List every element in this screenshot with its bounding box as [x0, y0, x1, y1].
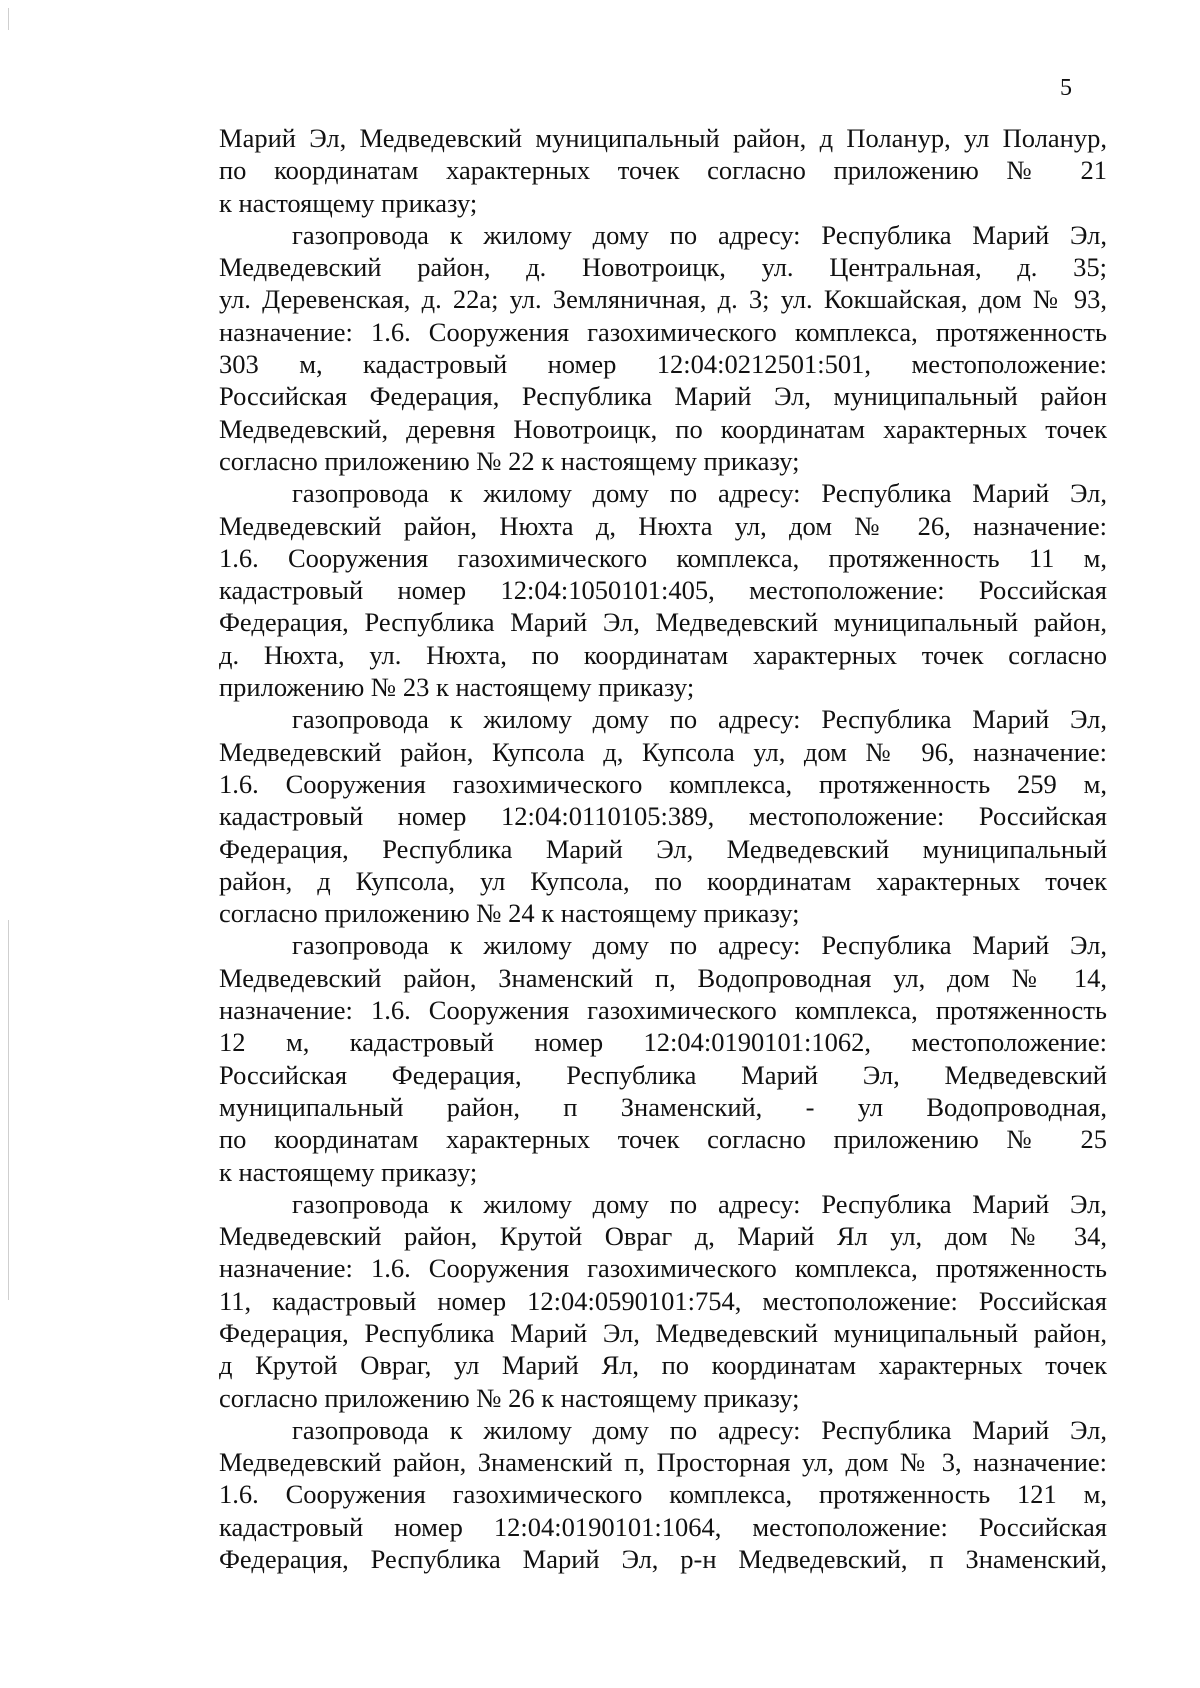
text-line: Марий Эл, Медведевский муниципальный район, д Поланур, ул Поланур, [219, 123, 1107, 153]
text-line: Российская Федерация, Республика Марий Эл, муниципальный район [219, 381, 1107, 412]
text-line: д. Нюхта, ул. Нюхта, по координатам характерных точек согласно [219, 639, 1107, 670]
text-line: район, д Купсола, ул Купсола, по координатам характерных точек [219, 865, 1107, 896]
scan-edge-mark-middle [8, 920, 9, 1300]
text-line: 1.6. Сооружения газохимического комплекса, протяженность 259 м, [219, 768, 1107, 799]
text-line: 11, кадастровый номер 12:04:0590101:754, местоположение: Российская [219, 1285, 1107, 1316]
text-line: 12 м, кадастровый номер 12:04:0190101:1062, местоположение: [219, 1027, 1107, 1058]
text-line: д Крутой Овраг, ул Марий Ял, по координатам характерных точек [219, 1350, 1107, 1381]
document-body [219, 122, 1107, 1575]
text-line: согласно приложению № 22 к настоящему приказу; [219, 445, 800, 476]
text-line: к настоящему приказу; [219, 187, 478, 218]
paragraph-first-line: газопровода к жилому дому по адресу: Республика Марий Эл, [292, 1188, 1107, 1219]
text-line: Медведевский район, Купсола д, Купсола ул, дом № 96, назначение: [219, 736, 1107, 767]
text-line: муниципальный район, п Знаменский, - ул Водопроводная, [219, 1091, 1107, 1122]
text-line: согласно приложению № 26 к настоящему приказу; [219, 1382, 800, 1413]
text-line: кадастровый номер 12:04:0190101:1064, местоположение: Российская [219, 1511, 1107, 1542]
paragraph-first-line: газопровода к жилому дому по адресу: Республика Марий Эл, [292, 1414, 1107, 1445]
text-line: Российская Федерация, Республика Марий Эл, Медведевский [219, 1059, 1107, 1090]
text-line: Медведевский район, д. Новотроицк, ул. Центральная, д. 35; [219, 252, 1107, 283]
text-line: 1.6. Сооружения газохимического комплекса, протяженность 121 м, [219, 1479, 1107, 1510]
text-line: кадастровый номер 12:04:1050101:405, местоположение: Российская [219, 575, 1107, 606]
text-line: кадастровый номер 12:04:0110105:389, местоположение: Российская [219, 801, 1107, 832]
scan-edge-mark-top [8, 8, 9, 30]
text-line: назначение: 1.6. Сооружения газохимического комплекса, протяженность [219, 995, 1107, 1026]
text-line: Федерация, Республика Марий Эл, Медведевский муниципальный район, [219, 1317, 1107, 1348]
paragraph-first-line: газопровода к жилому дому по адресу: Республика Марий Эл, [292, 704, 1107, 735]
text-line: Федерация, Республика Марий Эл, р-н Медведевский, п Знаменский, [219, 1544, 1107, 1575]
text-line: Федерация, Республика Марий Эл, Медведевский муниципальный [219, 833, 1107, 864]
text-line: 303 м, кадастровый номер 12:04:0212501:501, местоположение: [219, 349, 1107, 380]
paragraph-first-line: газопровода к жилому дому по адресу: Республика Марий Эл, [292, 478, 1107, 509]
text-line: к настоящему приказу; [219, 1156, 478, 1187]
text-line: по координатам характерных точек согласно приложению № 21 [219, 155, 1107, 186]
paragraph-first-line: газопровода к жилому дому по адресу: Республика Марий Эл, [292, 219, 1107, 250]
paragraph-first-line: газопровода к жилому дому по адресу: Республика Марий Эл, [292, 930, 1107, 961]
text-line: согласно приложению № 24 к настоящему приказу; [219, 898, 800, 929]
text-line: приложению № 23 к настоящему приказу; [219, 672, 695, 703]
page-number: 5 [1060, 75, 1072, 101]
text-line: назначение: 1.6. Сооружения газохимического комплекса, протяженность [219, 1253, 1107, 1284]
text-line: Медведевский район, Нюхта д, Нюхта ул, дом № 26, назначение: [219, 510, 1107, 541]
text-line: ул. Деревенская, д. 22а; ул. Земляничная, д. 3; ул. Кокшайская, дом № 93, [219, 284, 1107, 315]
text-line: назначение: 1.6. Сооружения газохимического комплекса, протяженность [219, 316, 1107, 347]
text-line: 1.6. Сооружения газохимического комплекса, протяженность 11 м, [219, 542, 1107, 573]
text-line: Медведевский, деревня Новотроицк, по координатам характерных точек [219, 413, 1107, 444]
text-line: по координатам характерных точек согласно приложению № 25 [219, 1124, 1107, 1155]
text-line: Федерация, Республика Марий Эл, Медведевский муниципальный район, [219, 607, 1107, 638]
text-line: Медведевский район, Крутой Овраг д, Марий Ял ул, дом № 34, [219, 1221, 1107, 1252]
text-line: Медведевский район, Знаменский п, Водопроводная ул, дом № 14, [219, 962, 1107, 993]
text-line: Медведевский район, Знаменский п, Просторная ул, дом № 3, назначение: [219, 1447, 1107, 1478]
